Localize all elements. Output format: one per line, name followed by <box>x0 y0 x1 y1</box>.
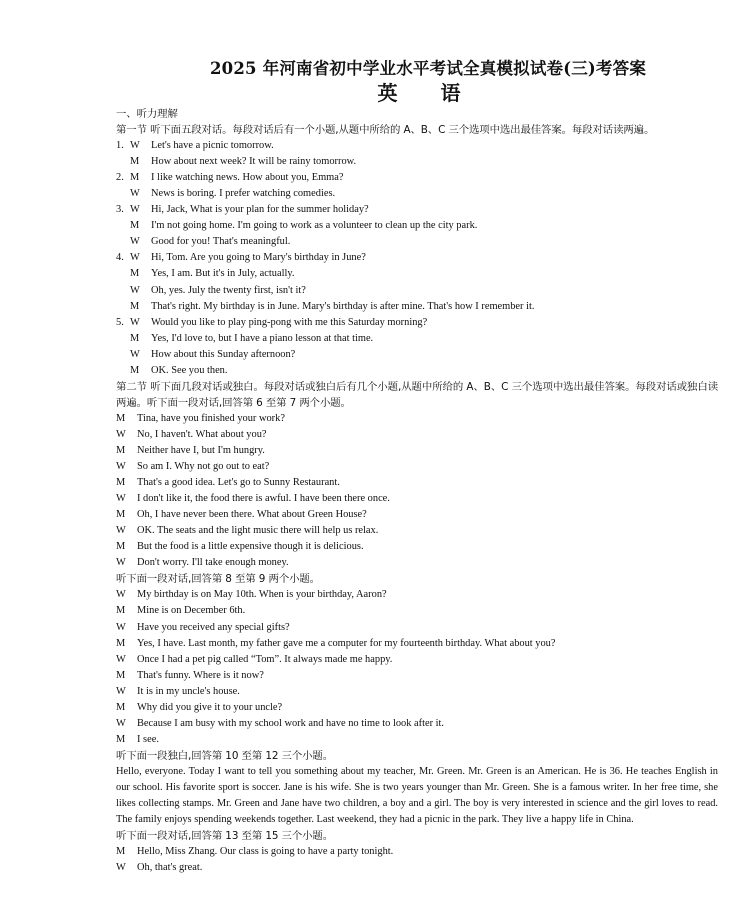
utterance-text: Because I am busy with my school work and have no time to look after it. <box>137 717 445 729</box>
speaker-label: M <box>116 701 126 713</box>
item-number: 3. <box>116 204 124 216</box>
utterance-text: Oh, I have never been there. What about Green House? <box>137 509 367 521</box>
utterance-text: No, I haven't. What about you? <box>137 428 267 440</box>
speaker-label: M <box>130 300 140 312</box>
speaker-label: M <box>116 444 126 456</box>
heading-10-12: 听下面一段独白,回答第 10 至第 12 三个小题。 <box>116 749 333 762</box>
utterance-text: Let's have a picnic tomorrow. <box>151 140 274 152</box>
transcript-line <box>116 411 718 427</box>
speaker-label: W <box>116 862 126 874</box>
speaker-label: W <box>130 252 140 264</box>
utterance-text: Hello, Miss Zhang. Our class is going to have a party tonight. <box>137 846 394 858</box>
document-title: 2025 年河南省初中学业水平考试全真模拟试卷(三)考答案 <box>209 59 647 78</box>
utterance-text: Neither have I, but I'm hungry. <box>137 444 265 456</box>
section2-instructions: 第二节 听下面几段对话或独白。每段对话或独白后有几个小题,从题中所给的 A、B、C 三个选项中选出最佳答案。每段对话或独白读两遍。听下面一段对话,回答第 6 至第 7 两个小题。 <box>116 380 718 409</box>
transcript-line <box>116 716 718 732</box>
utterance-text: Hi, Tom. Are you going to Mary's birthday in June? <box>151 252 366 264</box>
monologue-10-12: Hello, everyone. Today I want to tell you something about my teacher, Mr. Green. Mr. Green is an American. He is 36. He teaches English in our school. His favorite sport is soccer. Jane is his wife. She is two years younger than Mr. Green. She is a famous writer. In her free time, she likes collecting stamps. Mr. Green and Jane have two children, a boy and a girl. The boy is very interested in science and the girl loves to read. The family enjoys spending weekends together. Last weekend, they had a picnic in the park. They live a happy life in China. <box>116 765 718 826</box>
utterance-text: Mine is on December 6th. <box>137 605 246 617</box>
utterance-text: Good for you! That's meaningful. <box>151 236 291 248</box>
utterance-text: News is boring. I prefer watching comedies. <box>151 188 336 200</box>
transcript-line <box>116 587 718 603</box>
transcript-line <box>116 427 718 443</box>
utterance-text: Oh, yes. July the twenty first, isn't it? <box>151 284 306 296</box>
speaker-label: W <box>130 188 140 200</box>
speaker-label: M <box>116 733 126 745</box>
speaker-label: M <box>130 364 140 376</box>
speaker-label: W <box>130 316 140 328</box>
utterance-text: Hi, Jack, What is your plan for the summer holiday? <box>151 204 369 216</box>
transcript-line <box>116 443 718 459</box>
utterance-text: That's a good idea. Let's go to Sunny Restaurant. <box>137 477 340 489</box>
utterance-text: I don't like it, the food there is awful. I have been there once. <box>137 493 390 505</box>
transcript-line <box>116 154 718 170</box>
transcript-line <box>116 170 718 186</box>
utterance-text: I see. <box>137 733 159 745</box>
utterance-text: Don't worry. I'll take enough money. <box>137 557 289 569</box>
transcript-line <box>116 363 718 379</box>
utterance-text: So am I. Why not go out to eat? <box>137 461 270 473</box>
speaker-label: M <box>130 156 140 168</box>
transcript-line <box>116 732 718 748</box>
transcript-line <box>116 283 718 299</box>
speaker-label: W <box>130 140 140 152</box>
heading-8-9: 听下面一段对话,回答第 8 至第 9 两个小题。 <box>116 573 320 586</box>
utterance-text: OK. The seats and the light music there will help us relax. <box>137 525 379 537</box>
utterance-text: How about this Sunday afternoon? <box>151 348 296 360</box>
transcript-line <box>116 331 718 347</box>
transcript-line <box>116 620 718 636</box>
transcript-line <box>116 684 718 700</box>
speaker-label: M <box>130 172 140 184</box>
item-number: 1. <box>116 140 124 152</box>
dialogue-8-9 <box>116 587 718 747</box>
speaker-label: W <box>130 204 140 216</box>
utterance-text: Yes, I am. But it's in July, actually. <box>151 268 295 280</box>
utterance-text: OK. See you then. <box>151 364 228 376</box>
utterance-text: Would you like to play ping-pong with me this Saturday morning? <box>151 316 428 328</box>
utterance-text: Tina, have you finished your work? <box>137 412 285 424</box>
heading-13-15: 听下面一段对话,回答第 13 至第 15 三个小题。 <box>116 830 333 843</box>
speaker-label: M <box>130 332 140 344</box>
transcript-line <box>116 700 718 716</box>
speaker-label: W <box>116 685 126 697</box>
utterance-text: It is in my uncle's house. <box>137 685 240 697</box>
speaker-label: W <box>116 525 126 537</box>
transcript-line <box>116 844 718 860</box>
transcript-line <box>116 539 718 555</box>
item-number: 2. <box>116 172 124 184</box>
transcript-line <box>116 459 718 475</box>
transcript-line <box>116 603 718 619</box>
transcript-line <box>116 202 718 218</box>
utterance-text: Yes, I'd love to, but I have a piano lesson at that time. <box>151 332 374 344</box>
transcript-line <box>116 250 718 266</box>
speaker-label: W <box>116 493 126 505</box>
speaker-label: M <box>130 220 140 232</box>
transcript-line <box>116 668 718 684</box>
speaker-label: W <box>116 461 126 473</box>
speaker-label: M <box>116 637 126 649</box>
speaker-label: W <box>116 717 126 729</box>
speaker-label: W <box>116 653 126 665</box>
speaker-label: M <box>116 412 126 424</box>
transcript-line <box>116 266 718 282</box>
speaker-label: M <box>116 477 126 489</box>
item-number: 5. <box>116 316 124 328</box>
speaker-label: W <box>130 236 140 248</box>
transcript-line <box>116 475 718 491</box>
transcript-line <box>116 652 718 668</box>
speaker-label: M <box>116 541 126 553</box>
transcript-line <box>116 218 718 234</box>
utterance-text: I like watching news. How about you, Emma? <box>151 172 344 184</box>
utterance-text: That's right. My birthday is in June. Mary's birthday is after mine. That's how I remember it. <box>151 300 535 312</box>
utterance-text: Yes, I have. Last month, my father gave me a computer for my fourteenth birthday. What about you? <box>137 637 556 649</box>
speaker-label: M <box>116 509 126 521</box>
utterance-text: Why did you give it to your uncle? <box>137 701 283 713</box>
item-number: 4. <box>116 252 124 264</box>
part1-heading: 一、听力理解 <box>116 108 178 120</box>
transcript-line <box>116 186 718 202</box>
utterance-text: Once I had a pet pig called “Tom”. It always made me happy. <box>137 653 393 665</box>
speaker-label: M <box>116 669 126 681</box>
utterance-text: But the food is a little expensive though it is delicious. <box>137 541 364 553</box>
dialogue-6-7 <box>116 411 718 571</box>
transcript-line <box>116 299 718 315</box>
transcript-line <box>116 138 718 154</box>
utterance-text: My birthday is on May 10th. When is your birthday, Aaron? <box>137 589 387 601</box>
transcript-line <box>116 315 718 331</box>
speaker-label: W <box>130 348 140 360</box>
transcript-line <box>116 234 718 250</box>
utterance-text: Oh, that's great. <box>137 862 203 874</box>
speaker-label: W <box>116 428 126 440</box>
transcript-line <box>116 507 718 523</box>
speaker-label: M <box>116 846 126 858</box>
section1-transcript <box>116 138 718 379</box>
transcript-line <box>116 636 718 652</box>
utterance-text: That's funny. Where is it now? <box>137 669 264 681</box>
answer-document <box>116 58 718 876</box>
speaker-label: W <box>116 621 126 633</box>
subject-title: 英 语 <box>377 81 479 105</box>
transcript-line <box>116 523 718 539</box>
speaker-label: W <box>116 557 126 569</box>
transcript-line <box>116 860 718 876</box>
utterance-text: Have you received any special gifts? <box>137 621 290 633</box>
speaker-label: W <box>116 589 126 601</box>
dialogue-13-15 <box>116 844 718 876</box>
section1-instructions: 第一节 听下面五段对话。每段对话后有一个小题,从题中所给的 A、B、C 三个选项中选出最佳答案。每段对话读两遍。 <box>116 124 655 137</box>
utterance-text: I'm not going home. I'm going to work as a volunteer to clean up the city park. <box>151 220 478 232</box>
utterance-text: How about next week? It will be rainy tomorrow. <box>151 156 357 168</box>
transcript-line <box>116 555 718 571</box>
speaker-label: M <box>130 268 140 280</box>
speaker-label: W <box>130 284 140 296</box>
transcript-line <box>116 347 718 363</box>
speaker-label: M <box>116 605 126 617</box>
transcript-line <box>116 491 718 507</box>
